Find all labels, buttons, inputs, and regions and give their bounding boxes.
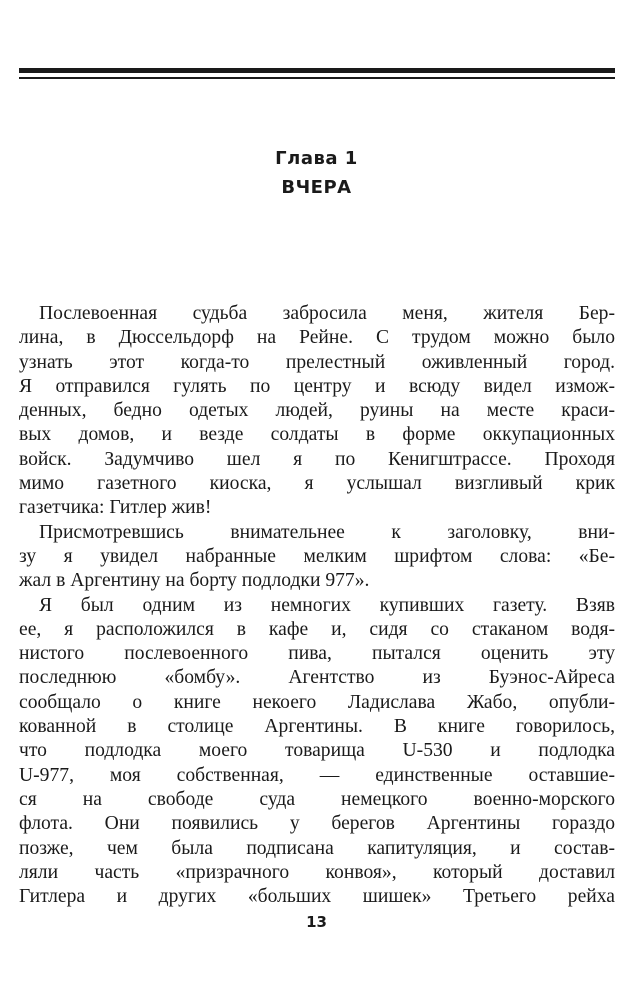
text-line: флота. Они появились у берегов Аргентины гораздо — [19, 813, 615, 835]
paragraph — [19, 302, 615, 521]
page-number: 13 — [306, 913, 327, 931]
text-line: позже, чем была подписана капитуляция, и состав- — [19, 837, 615, 859]
text-line: лина, в Дюссельдорф на Рейне. С трудом можно было — [19, 327, 615, 349]
paragraph — [19, 594, 615, 910]
text-line: нистого послевоенного пива, пытался оценить эту — [19, 643, 615, 665]
text-line: ляли часть «призрачного конвоя», который доставил — [19, 861, 615, 883]
text-line: денных, бедно одетых людей, руины на месте краси- — [19, 400, 615, 422]
text-line: Послевоенная судьба забросила меня, жителя Бер- — [39, 303, 615, 324]
text-line: мимо газетного киоска, я услышал визгливый крик — [19, 473, 615, 495]
header-rule-thick — [19, 68, 615, 73]
text-line: последнюю «бомбу». Агентство из Буэнос-Айреса — [19, 667, 615, 689]
text-line: войск. Задумчиво шел я по Кенигштрассе. Проходя — [19, 448, 615, 470]
text-line: ее, я расположился в кафе и, сидя со стаканом водя- — [19, 618, 615, 640]
text-line: U-977, моя собственная, — единственные оставшие- — [19, 764, 615, 786]
text-line: что подлодка моего товарища U-530 и подлодка — [19, 740, 615, 762]
text-line: узнать этот когда-то прелестный оживленный город. — [19, 351, 615, 373]
text-line: сообщало о книге некоего Ладислава Жабо, опубли- — [19, 691, 615, 713]
header-rule-thin — [19, 77, 615, 79]
text-line: Я отправился гулять по центру и всюду видел измож- — [19, 375, 615, 397]
text-line: вых домов, и везде солдаты в форме оккупационных — [19, 424, 615, 446]
text-line: газетчика: Гитлер жив! — [19, 497, 212, 519]
paragraph — [19, 521, 615, 594]
text-line: Присмотревшись внимательнее к заголовку, вни- — [39, 521, 615, 543]
text-line: ся на свободе суда немецкого военно-морского — [19, 788, 615, 810]
chapter-number: Глава 1 — [275, 148, 358, 169]
text-line: кованной в столице Аргентины. В книге говорилось, — [19, 716, 615, 738]
text-line: Я был одним из немногих купивших газету. Взяв — [39, 594, 615, 616]
chapter-title: ВЧЕРА — [281, 177, 352, 198]
body-text — [19, 302, 615, 909]
text-line: зу я увидел набранные мелким шрифтом слова: «Бе- — [19, 545, 615, 567]
text-line: жал в Аргентину на борту подлодки 977». — [19, 570, 370, 592]
text-line: Гитлера и других «больших шишек» Третьего рейха — [19, 886, 615, 908]
